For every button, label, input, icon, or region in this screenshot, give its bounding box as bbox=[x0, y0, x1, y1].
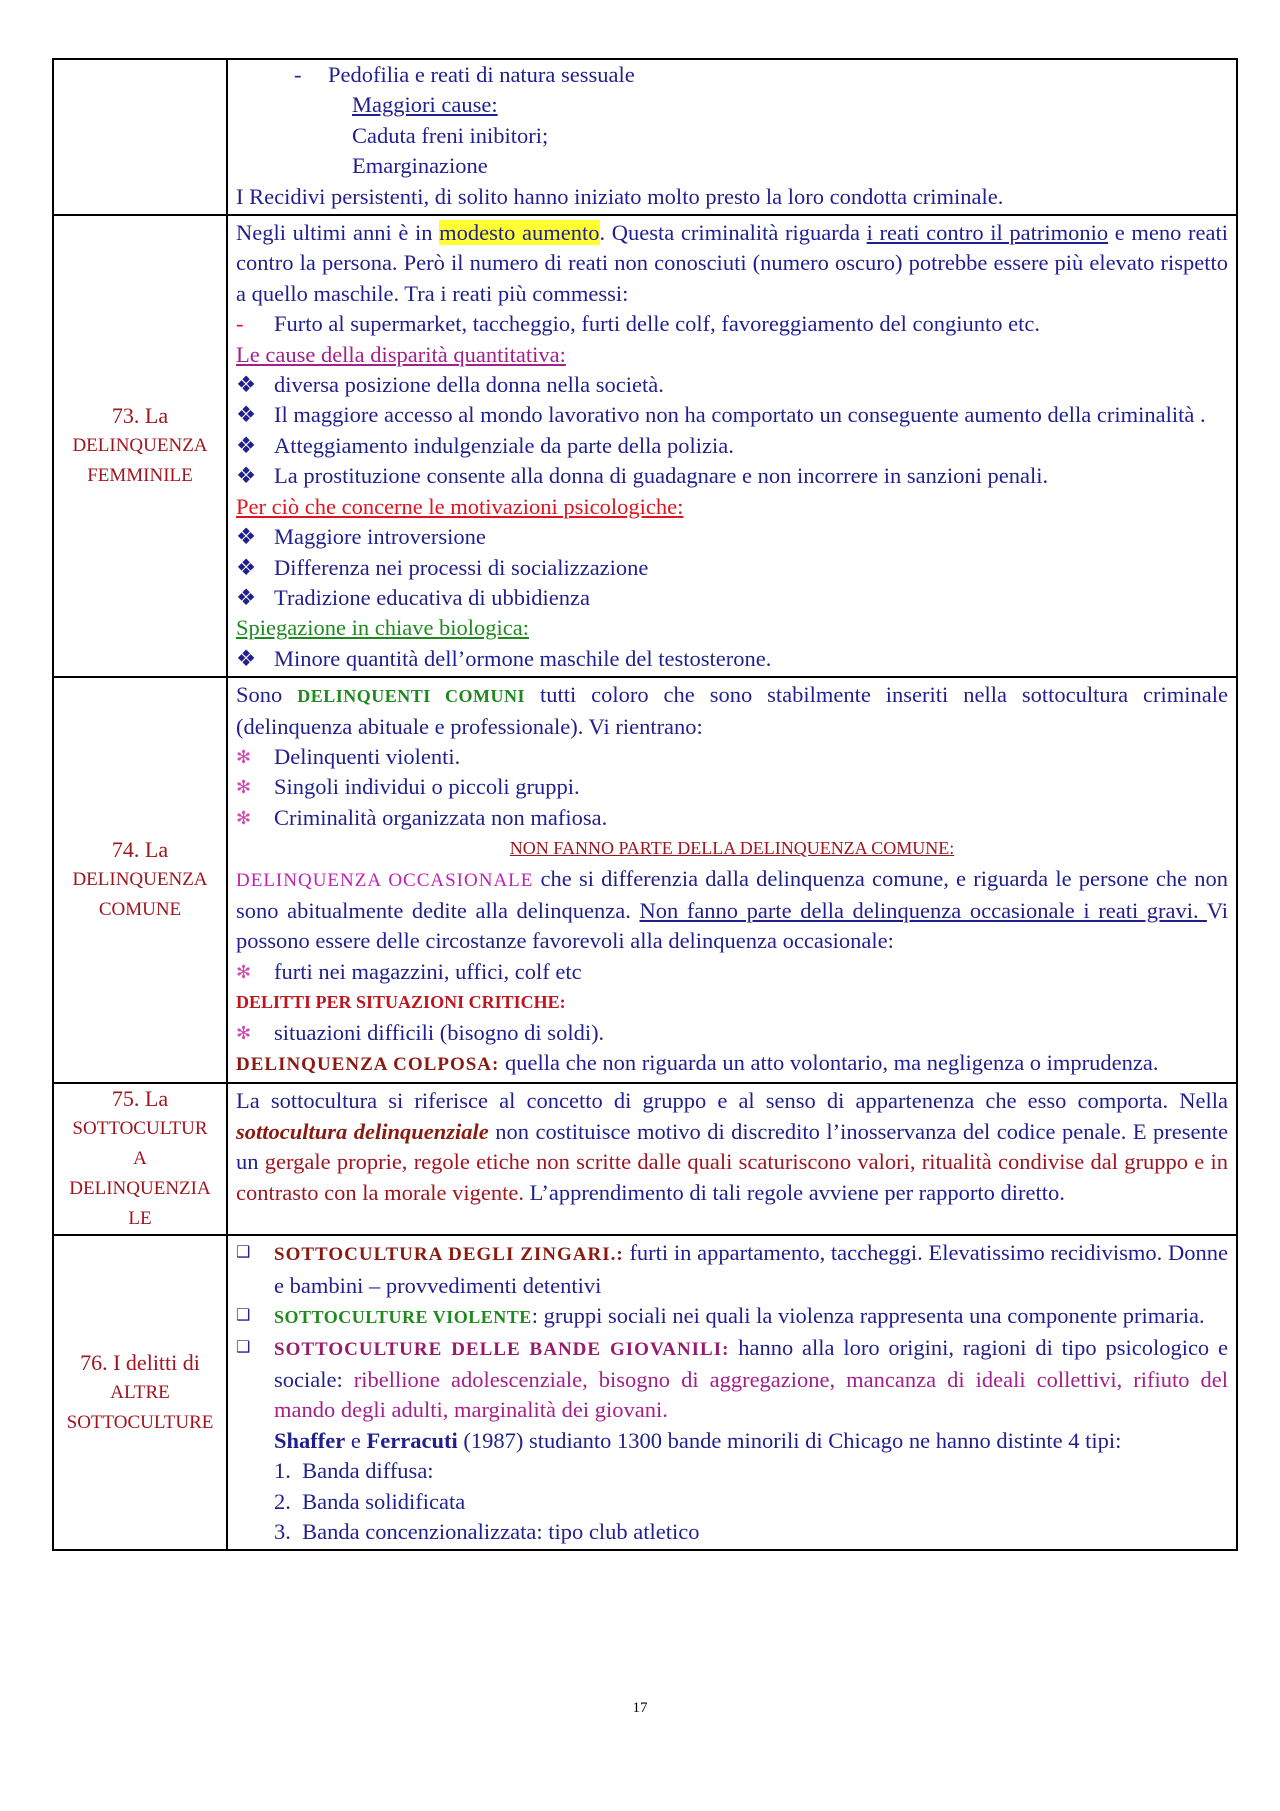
topic-line: COMUNE bbox=[98, 899, 182, 921]
diamond-bullet-icon: ❖ bbox=[236, 463, 257, 489]
content-cell bbox=[227, 1235, 1237, 1550]
dash-marker: - bbox=[236, 311, 244, 337]
asterisk-bullet-icon: ✻ bbox=[236, 807, 252, 828]
asterisk-bullet-icon: ✻ bbox=[236, 777, 252, 798]
small-caps-term: SOTTOCULTURA DEGLI ZINGARI.: bbox=[274, 1244, 624, 1266]
asterisk-bullet-icon: ✻ bbox=[236, 746, 252, 767]
numbered-item: 1. Banda diffusa: bbox=[274, 1458, 434, 1484]
list-item: ❖ Atteggiamento indulgenziale da parte della polizia. bbox=[236, 431, 1228, 461]
list-item: ❑ SOTTOCULTURA DEGLI ZINGARI.: furti in appartamento, taccheggi. Elevatissimo recidivismo. Donne e bambini – provvedimenti detentivi bbox=[236, 1240, 1229, 1298]
section-heading: DELITTI PER SITUAZIONI CRITICHE: bbox=[236, 992, 566, 1013]
sub-item: Emarginazione bbox=[352, 153, 488, 179]
topic-cell bbox=[53, 677, 227, 1083]
table-row-76 bbox=[53, 1235, 1237, 1550]
section-heading: Per ciò che concerne le motivazioni psicologiche: bbox=[236, 493, 684, 519]
list-item: ❖ Differenza nei processi di socializzazione bbox=[236, 553, 1228, 583]
centered-heading: NON FANNO PARTE DELLA DELINQUENZA COMUNE: bbox=[509, 838, 955, 859]
section-heading: Le cause della disparità quantitativa: bbox=[236, 341, 566, 367]
list-item: - Furto al supermarket, taccheggio, furti delle colf, favoreggiamento del congiunto etc. bbox=[236, 309, 1228, 339]
emphasis-term: sottocultura delinquenziale bbox=[236, 1118, 489, 1144]
asterisk-bullet-icon: ✻ bbox=[236, 961, 252, 982]
sub-heading: Maggiori cause: bbox=[352, 92, 498, 118]
page-content bbox=[52, 58, 1238, 1551]
topic-title: 75. La bbox=[111, 1086, 169, 1112]
topic-title: 76. I delitti di bbox=[80, 1349, 200, 1375]
topic-line: DELINQUENZA bbox=[72, 869, 208, 891]
sub-item: Caduta freni inibitori; bbox=[352, 122, 549, 148]
author-name: Shaffer bbox=[274, 1427, 346, 1453]
topic-line: DELINQUENZIA bbox=[69, 1178, 211, 1200]
author-name: Ferracuti bbox=[366, 1427, 458, 1453]
paragraph: I Recidivi persistenti, di solito hanno iniziato molto presto la loro condotta criminale. bbox=[236, 183, 1004, 209]
page-number: 17 bbox=[632, 1700, 648, 1716]
highlighted-text: modesto aumento bbox=[439, 220, 600, 246]
list-item: ✻ situazioni difficili (bisogno di soldi). bbox=[236, 1018, 1228, 1048]
topic-line: ALTRE bbox=[110, 1381, 170, 1403]
paragraph: Shaffer e Ferracuti (1987) studianto 1300 bande minorili di Chicago ne hanno distinte 4 tipi: bbox=[274, 1427, 1122, 1453]
content-cell bbox=[227, 215, 1237, 677]
notes-table bbox=[52, 58, 1238, 1551]
list-item: ✻ Criminalità organizzata non mafiosa. bbox=[236, 803, 1228, 833]
small-caps-term: SOTTOCULTURE VIOLENTE bbox=[274, 1307, 532, 1328]
list-item: ✻ Delinquenti violenti. bbox=[236, 742, 1228, 772]
list-item: ❑ SOTTOCULTURE DELLE BANDE GIOVANILI: hanno alla loro origini, ragioni di tipo psicologico e sociale: ribellione adolescenziale, bisogno di aggregazione, mancanza di ideali collettivi, rifiuto del mando degli adulti, marginalità dei giovani. bbox=[236, 1334, 1228, 1423]
list-item: ✻ Singoli individui o piccoli gruppi. bbox=[236, 772, 1228, 802]
paragraph: DELINQUENZA COLPOSA: quella che non riguarda un atto volontario, ma negligenza o imprudenza. bbox=[236, 1050, 1159, 1075]
diamond-bullet-icon: ❖ bbox=[236, 645, 257, 671]
list-item: ❑ SOTTOCULTURE VIOLENTE: gruppi sociali nei quali la violenza rappresenta una componente primaria. bbox=[236, 1301, 1228, 1332]
topic-cell bbox=[53, 215, 227, 677]
diamond-bullet-icon: ❖ bbox=[236, 372, 257, 398]
topic-line: LE bbox=[128, 1208, 152, 1230]
content-cell bbox=[227, 1083, 1237, 1235]
table-row-continuation bbox=[53, 59, 1237, 215]
topic-line: SOTTOCULTUR bbox=[72, 1118, 208, 1140]
content-cell bbox=[227, 59, 1237, 215]
topic-line: FEMMINILE bbox=[87, 465, 193, 487]
small-caps-term: SOTTOCULTURE DELLE BANDE GIOVANILI: bbox=[274, 1338, 730, 1360]
paragraph: Sono DELINQUENTI COMUNI tutti coloro che sono stabilmente inseriti nella sottocultura criminale (delinquenza abituale e professionale). Vi rientrano: bbox=[236, 682, 1228, 739]
topic-cell bbox=[53, 1235, 227, 1550]
small-caps-term: DELINQUENZA OCCASIONALE bbox=[236, 869, 534, 891]
table-row-73 bbox=[53, 215, 1237, 677]
content-cell bbox=[227, 677, 1237, 1083]
numbered-item: 3. Banda concenzionalizzata: tipo club atletico bbox=[274, 1519, 700, 1545]
paragraph: Negli ultimi anni è in modesto aumento. Questa criminalità riguarda i reati contro il patrimonio e meno reati contro la persona. Però il numero di reati non conosciuti (numero oscuro) potrebbe essere più elevato rispetto a quello maschile. Tra i reati più commessi: bbox=[236, 220, 1228, 306]
list-item: ❖ Il maggiore accesso al mondo lavorativo non ha comportato un conseguente aumento della criminalità . bbox=[236, 400, 1228, 430]
paragraph: La sottocultura si riferisce al concetto di gruppo e al senso di appartenenza che esso comporta. Nella sottocultura delinquenziale non costituisce motivo di discredito l’inosservanza del codice penale. E presente un gergale proprie, regole etiche non scritte dalle quali scaturiscono valori, ritualità condivise dal gruppo e in contrasto con la morale vigente. L’apprendimento di tali regole avviene per rapporto diretto. bbox=[236, 1088, 1228, 1205]
diamond-bullet-icon: ❖ bbox=[236, 554, 257, 580]
list-item: ❖ Tradizione educativa di ubbidienza bbox=[236, 583, 1228, 613]
list-item: ❖ Maggiore introversione bbox=[236, 522, 1228, 552]
topic-title: 74. La bbox=[111, 837, 169, 863]
topic-cell bbox=[53, 1083, 227, 1235]
small-caps-term: DELINQUENZA COLPOSA: bbox=[236, 1054, 500, 1075]
diamond-bullet-icon: ❖ bbox=[236, 524, 257, 550]
diamond-bullet-icon: ❖ bbox=[236, 432, 257, 458]
list-item: - Pedofilia e reati di natura sessuale bbox=[294, 62, 635, 87]
list-item: ❖ Minore quantità dell’ormone maschile del testosterone. bbox=[236, 644, 1228, 674]
diamond-bullet-icon: ❖ bbox=[236, 584, 257, 610]
list-item: ❖ diversa posizione della donna nella società. bbox=[236, 370, 1228, 400]
table-row-74 bbox=[53, 677, 1237, 1083]
square-bullet-icon: ❑ bbox=[236, 1307, 251, 1325]
list-item: ❖ La prostituzione consente alla donna di guadagnare e non incorrere in sanzioni penali. bbox=[236, 461, 1228, 491]
topic-line: A bbox=[133, 1148, 147, 1170]
topic-cell-empty bbox=[53, 59, 227, 215]
section-heading: Spiegazione in chiave biologica: bbox=[236, 615, 530, 641]
paragraph: DELINQUENZA OCCASIONALE che si differenzia dalla delinquenza comune, e riguarda le persone che non sono abitualmente dedite alla delinquenza. Non fanno parte della delinquenza occasionale i reati gravi. Vi possono essere delle circostanze favorevoli alla delinquenza occasionale: bbox=[236, 865, 1229, 954]
topic-title: 73. La bbox=[111, 403, 169, 429]
square-bullet-icon: ❑ bbox=[236, 1244, 251, 1262]
numbered-item: 2. Banda solidificata bbox=[274, 1488, 466, 1514]
small-caps-term: DELINQUENTI COMUNI bbox=[297, 686, 526, 707]
diamond-bullet-icon: ❖ bbox=[236, 402, 257, 428]
asterisk-bullet-icon: ✻ bbox=[236, 1022, 252, 1043]
topic-line: SOTTOCULTURE bbox=[66, 1411, 214, 1433]
topic-line: DELINQUENZA bbox=[72, 435, 208, 457]
square-bullet-icon: ❑ bbox=[236, 1338, 251, 1356]
table-row-75 bbox=[53, 1083, 1237, 1235]
list-item: ✻ furti nei magazzini, uffici, colf etc bbox=[236, 957, 1228, 987]
